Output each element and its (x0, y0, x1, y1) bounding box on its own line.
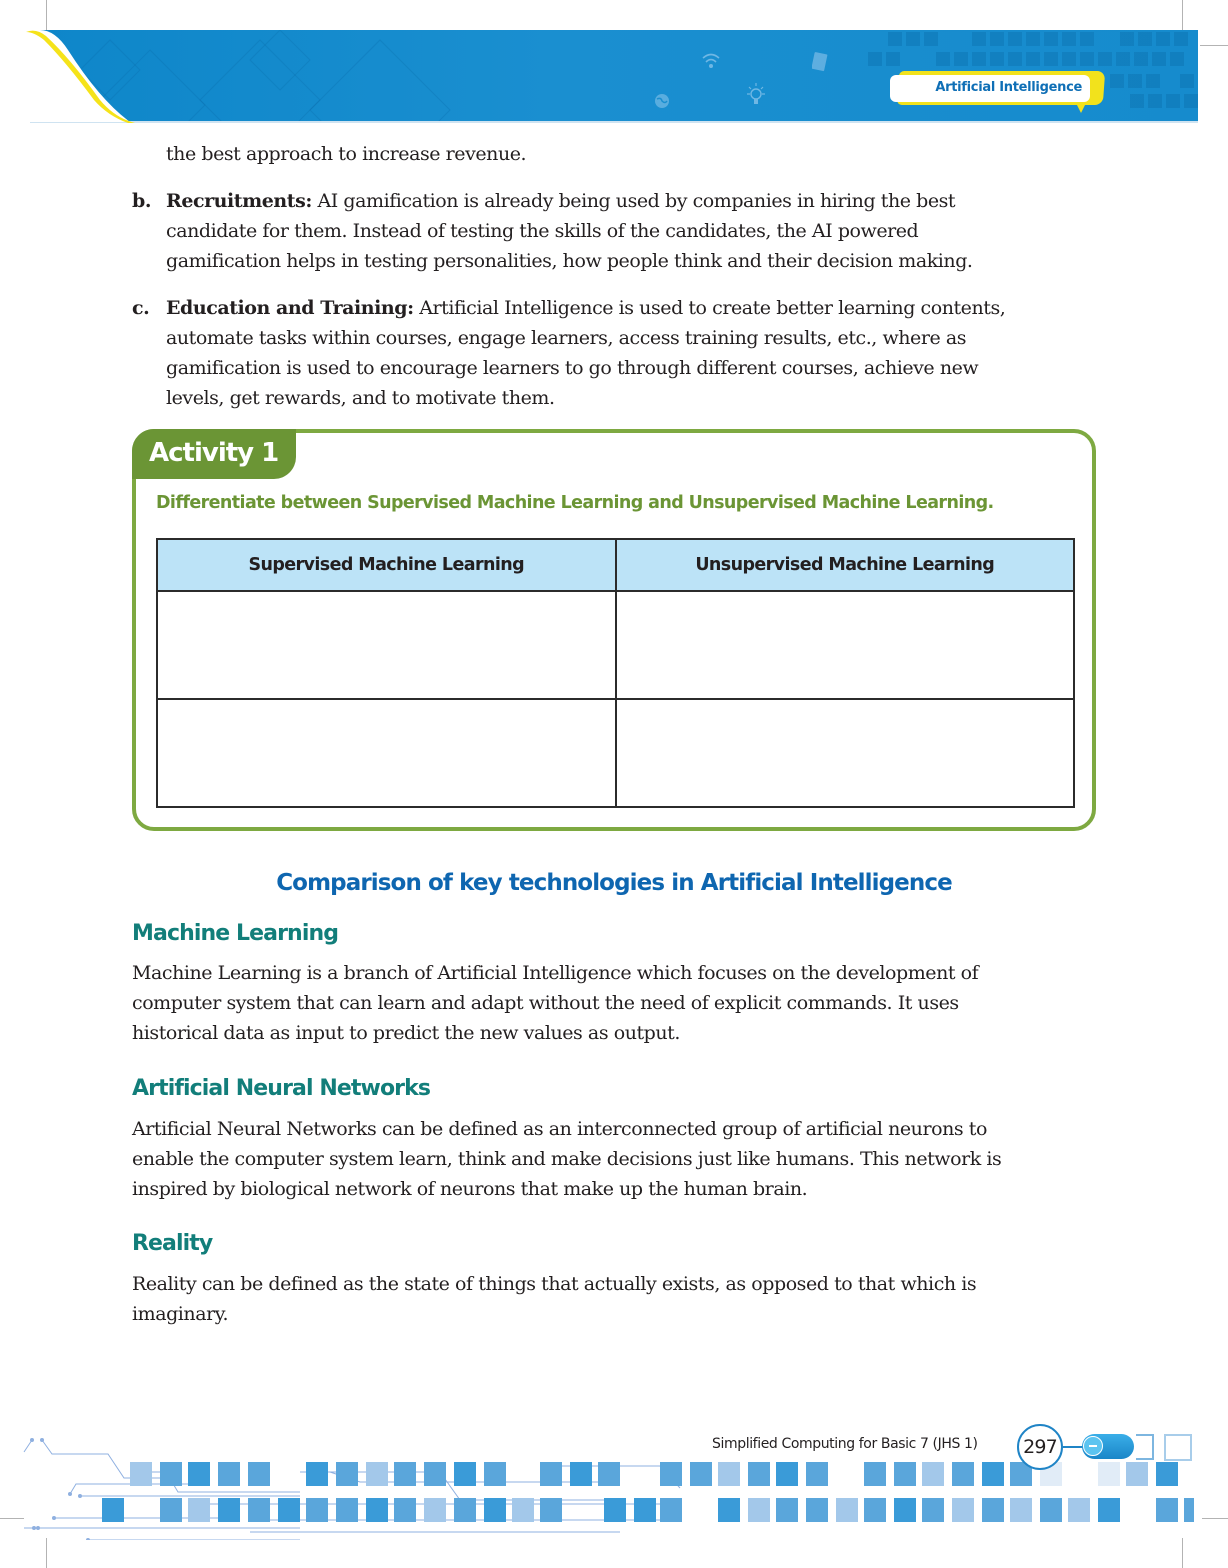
list-text: Artificial Intelligence is used to create better learning contents, (413, 297, 1006, 319)
list-marker: b. (132, 190, 151, 212)
paragraph-line: Reality can be defined as the state of things that actually exists, as opposed to that which is (132, 1273, 977, 1295)
page-number: 297 (1017, 1424, 1063, 1470)
chapter-tag-label: Artificial Intelligence (890, 75, 1090, 102)
square-decoration (1164, 1434, 1192, 1461)
paragraph-neural-networks (132, 1114, 1102, 1204)
table-row (157, 699, 1074, 807)
page-connector (1063, 1446, 1083, 1448)
lightbulb-icon (744, 82, 768, 108)
paragraph-reality (132, 1269, 1102, 1329)
list-text: gamification is used to encourage learners to go through different courses, achieve new (166, 357, 979, 379)
table-cell[interactable] (616, 591, 1075, 699)
subheading-machine-learning: Machine Learning (132, 921, 339, 946)
paragraph-line: enable the computer system learn, think and make decisions just like humans. This network is (132, 1148, 1002, 1170)
activity-question: Differentiate between Supervised Machine Learning and Unsupervised Machine Learning. (156, 493, 994, 513)
activity-table (156, 538, 1075, 808)
table-cell[interactable] (157, 591, 616, 699)
subheading-reality: Reality (132, 1231, 213, 1256)
list-item-education (132, 293, 1092, 413)
paragraph-line: Artificial Neural Networks can be defined as an interconnected group of artificial neurons to (132, 1118, 987, 1140)
section-title: Comparison of key technologies in Artificial Intelligence (276, 870, 952, 896)
crop-mark (1182, 0, 1183, 30)
paragraph-line: historical data as input to predict the new values as output. (132, 1022, 680, 1044)
table-cell[interactable] (157, 699, 616, 807)
activity-title: Activity 1 (132, 429, 296, 479)
book-title: Simplified Computing for Basic 7 (JHS 1) (712, 1436, 978, 1452)
table-header-supervised: Supervised Machine Learning (157, 539, 616, 591)
globe-icon (653, 92, 671, 110)
paragraph-machine-learning (132, 958, 1102, 1048)
list-term: Recruitments: (166, 190, 312, 212)
list-marker: c. (132, 297, 150, 319)
crop-mark (1182, 1538, 1183, 1568)
wifi-icon (700, 50, 722, 72)
paragraph-line: inspired by biological network of neurons that make up the human brain. (132, 1178, 808, 1200)
crop-mark (1200, 45, 1228, 46)
crop-mark (46, 1538, 47, 1568)
paragraph-line: computer system that can learn and adapt without the need of explicit commands. It uses (132, 992, 959, 1014)
intro-continuation: the best approach to increase revenue. (166, 143, 527, 165)
list-item-recruitments (132, 186, 1092, 276)
list-text: levels, get rewards, and to motivate them. (166, 387, 555, 409)
calculator-icon (812, 52, 828, 72)
list-term: Education and Training: (166, 297, 414, 319)
paragraph-line: imaginary. (132, 1303, 229, 1325)
paragraph-line: Machine Learning is a branch of Artificial Intelligence which focuses on the development of (132, 962, 979, 984)
subheading-neural-networks: Artificial Neural Networks (132, 1076, 431, 1101)
minus-icon (1083, 1436, 1103, 1456)
list-text: AI gamification is already being used by companies in hiring the best (311, 190, 956, 212)
table-cell[interactable] (616, 699, 1075, 807)
table-header-unsupervised: Unsupervised Machine Learning (616, 539, 1075, 591)
table-header-row (157, 539, 1074, 591)
chapter-tag (890, 75, 1098, 105)
table-row (157, 591, 1074, 699)
bracket-decoration (1136, 1434, 1154, 1460)
list-text: automate tasks within courses, engage learners, access training results, etc., where as (166, 327, 967, 349)
list-text: gamification helps in testing personalities, how people think and their decision making. (166, 250, 973, 272)
header-wave (0, 0, 200, 130)
list-text: candidate for them. Instead of testing the skills of the candidates, the AI powered (166, 220, 919, 242)
